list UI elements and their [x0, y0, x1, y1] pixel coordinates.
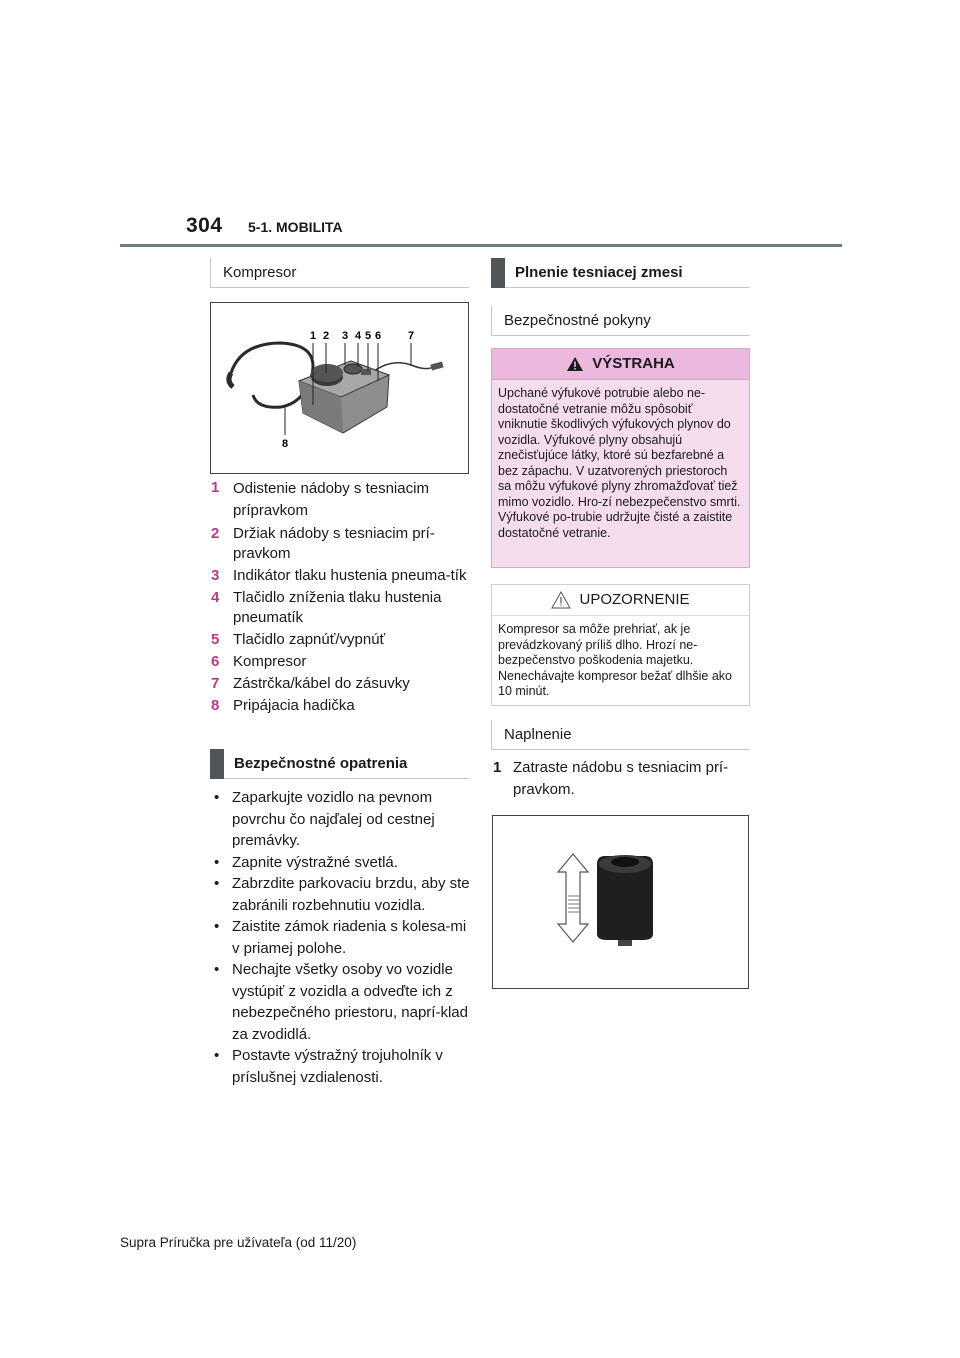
warning-triangle-icon [566, 356, 584, 372]
notice-text: Kompresor sa môže prehriať, ak je prevádzkovaný príliš dlho. Hrozí ne-bezpečenstvo poškodenia majetku. Nenechávajte kompresor bežať dlhšie ako 10 minút. [498, 622, 732, 698]
notice-box [491, 584, 750, 706]
list-item: • Zaistite zámok riadenia s kolesa-mi v priamej polohe. [214, 918, 467, 957]
canister-illustration [493, 816, 748, 988]
list-item: 6 Kompresor [211, 653, 307, 670]
compressor-heading: Kompresor [210, 258, 469, 288]
safety-measures-heading: Bezpečnostné opatrenia [210, 749, 469, 779]
callout-8: 8 [281, 438, 289, 450]
callout-5: 5 [364, 330, 372, 342]
callout-4: 4 [354, 330, 362, 342]
footer-text: Supra Príručka pre užívateľa (od 11/20) [120, 1235, 357, 1250]
list-item: • Zabrzdite parkovaciu brzdu, aby ste zabránili rozbehnutiu vozidla. [214, 875, 470, 914]
list-item: 1 Odistenie nádoby s tesniacim prípravkom [211, 479, 429, 519]
callout-1: 1 [309, 330, 317, 342]
section-label: 5-1. MOBILITA [248, 219, 343, 235]
callout-7: 7 [407, 330, 415, 342]
caution-triangle-icon [551, 591, 571, 609]
list-item: 7 Zástrčka/kábel do zásuvky [211, 675, 410, 692]
filling-heading: Plnenie tesniacej zmesi [491, 258, 750, 288]
parts-list [211, 478, 471, 718]
shake-canister-figure [492, 815, 749, 989]
compressor-figure [210, 302, 469, 474]
inflating-heading: Naplnenie [491, 720, 750, 750]
page-number: 304 [186, 214, 223, 237]
list-item: 2 Držiak nádoby s tesniacim prí-pravkom [211, 525, 435, 562]
notice-title: UPOZORNENIE [492, 585, 749, 616]
list-item: • Nechajte všetky osoby vo vozidle vystúpiť z vozidla a odveďte ich z nebezpečného priestoru, naprí-klad za zvodidlá. [214, 961, 468, 1043]
warning-box [491, 348, 750, 568]
compressor-illustration [211, 303, 468, 473]
safety-bullet-list [210, 787, 472, 1088]
list-item: • Postavte výstražný trojuholník v príslušnej vzdialenosti. [214, 1047, 443, 1086]
warning-title: VÝSTRAHA [492, 349, 749, 380]
list-item: 3 Indikátor tlaku hustenia pneuma-tík [211, 567, 467, 584]
warning-text: Upchané výfukové potrubie alebo ne-dostatočné vetranie môžu spôsobiť vniknutie škodlivých výfukových plynov do vozidla. Výfukové plyny obsahujú znečisťujúce látky, ktoré sú bezfarebné a bez zápachu. V uzatvorených priestoroch sa môžu výfukové plyny zhromažďovať tiež mimo vozidlo. Hro-zí nebezpečenstvo smrti. Výfukové po-trubie udržujte čisté a zaistite dostatočné vetranie. [498, 386, 741, 540]
list-item: 5 Tlačidlo zapnúť/vypnúť [211, 631, 386, 648]
callout-2: 2 [322, 330, 330, 342]
list-item: 1 Zatraste nádobu s tesniacim prí-pravkom. [493, 759, 729, 798]
steps-list [493, 757, 753, 802]
list-item: 4 Tlačidlo zníženia tlaku hustenia pneumatík [211, 589, 442, 626]
list-item: 8 Pripájacia hadička [211, 697, 355, 714]
safety-notes-heading: Bezpečnostné pokyny [491, 306, 750, 336]
list-item: • Zaparkujte vozidlo na pevnom povrchu čo najďalej od cestnej premávky. [214, 789, 435, 849]
header-rule [120, 244, 842, 247]
callout-3: 3 [341, 330, 349, 342]
list-item: • Zapnite výstražné svetlá. [214, 853, 398, 871]
callout-6: 6 [374, 330, 382, 342]
